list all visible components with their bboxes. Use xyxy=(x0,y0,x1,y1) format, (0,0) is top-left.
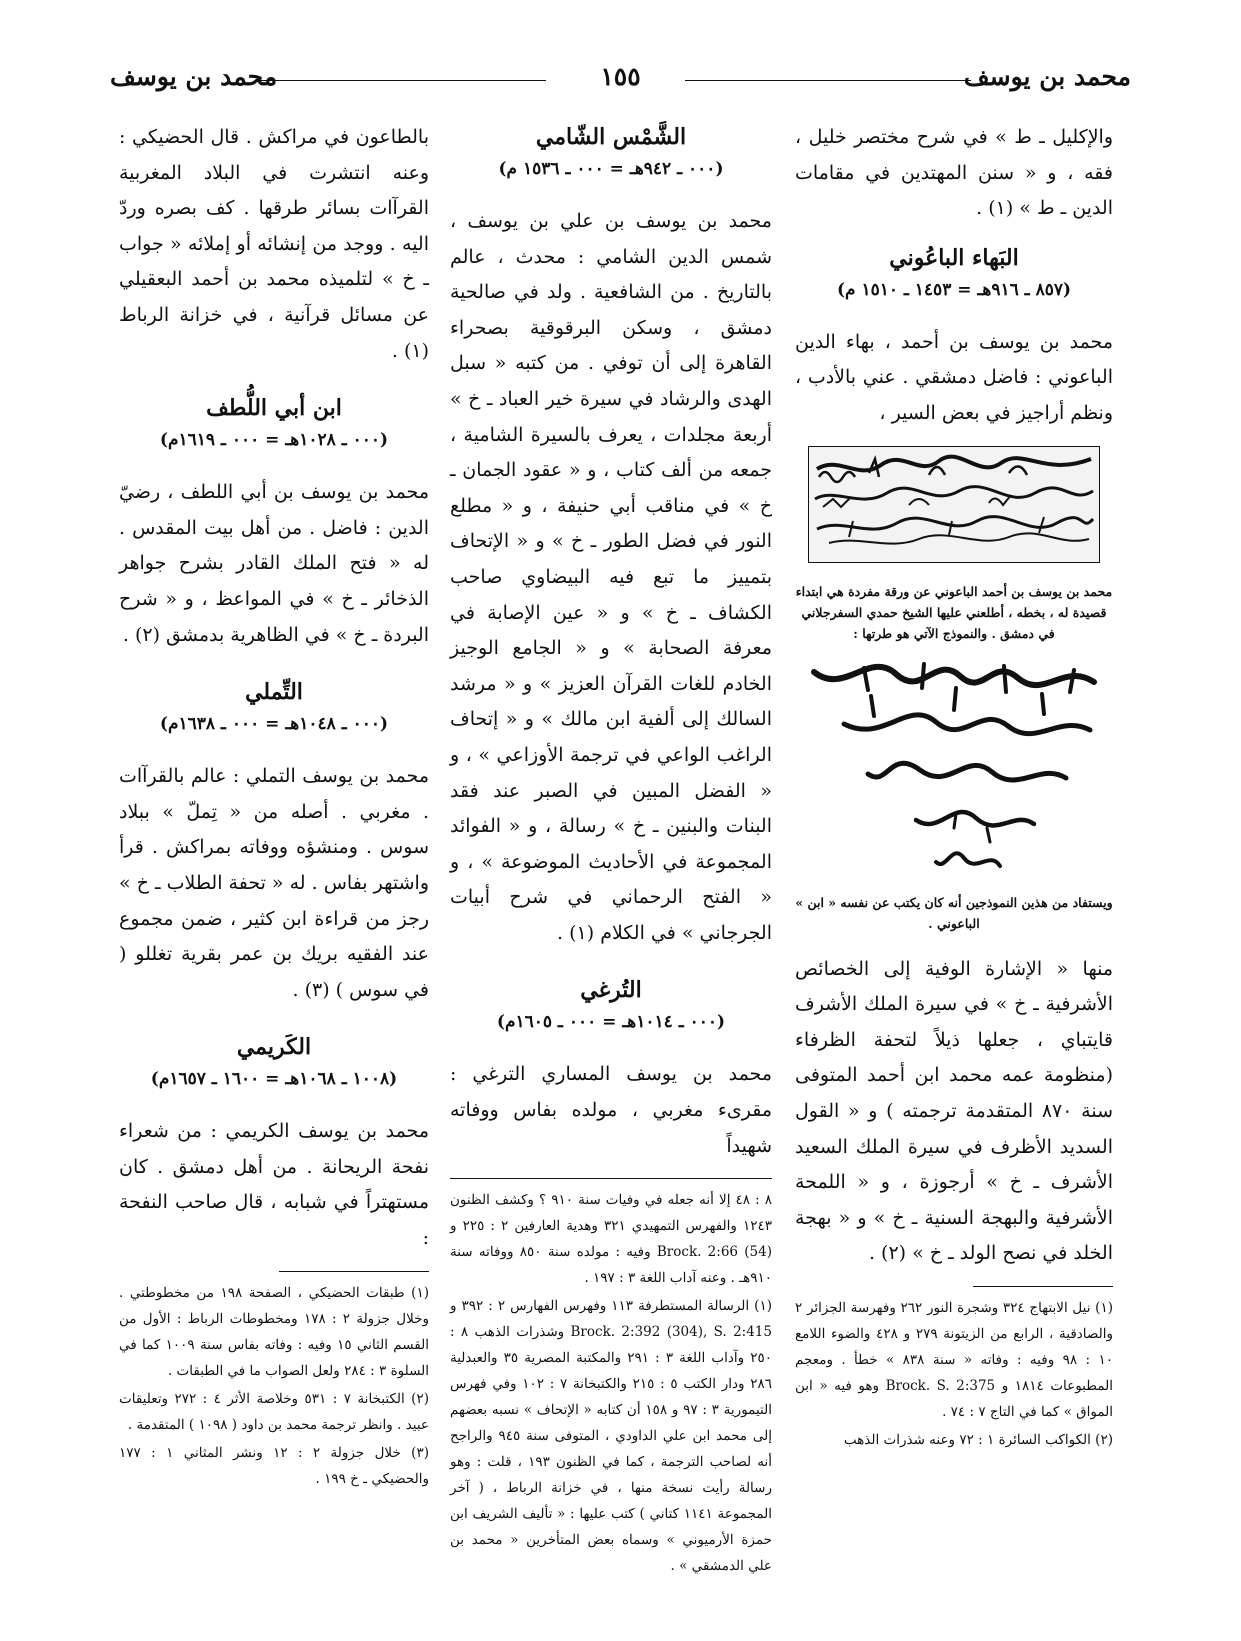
entry-name: التُرغي xyxy=(580,977,642,1004)
header-right-title: محمد بن يوسف xyxy=(963,62,1131,91)
continuation-paragraph: بالطاعون في مراكش . قال الحضيكي : وعنه انتشرت في البلاد المغربية القرآات بسائر طرقها . كف بصره وردّ اليه . ووجد من إنشائه أو إملائه « جواب ـ خ » لتلميذه محمد بن أحمد البعقيلي عن مسائل قرآنية ، في خزانة الرباط (١) . xyxy=(119,126,429,362)
header-left-title: محمد بن يوسف xyxy=(110,62,278,91)
entry-header-timli xyxy=(119,675,429,739)
entry-header-shams-shami xyxy=(450,120,772,184)
footnote: (٢) الكتبخانة ٧ : ٥٣١ وخلاصة الأثر ٤ : ٢٧٢ وتعليقات عبيد . وانظر ترجمة محمد بن داود ( ١٠٩٨ ) المتقدمة . xyxy=(119,1390,429,1433)
manuscript-caption: محمد بن يوسف بن أحمد الباعوني عن ورقة مفردة هي ابتداء قصيدة له ، بخطه ، أطلعني عليها الشيخ حمدي السفرجلاني في دمشق . والنموذج الآتي هو طرتها : xyxy=(795,583,1113,641)
entry-dates: (٠٠٠ ـ ١٠٢٨هـ = ٠٠٠ ـ ١٦١٩م) xyxy=(159,430,389,451)
entry-dates: (٨٥٧ ـ ٩١٦هـ = ١٤٥٣ ـ ١٥١٠ م) xyxy=(836,279,1072,300)
entry-name: الشَّمْس الشّامي xyxy=(535,124,687,150)
entry-name: البَهاء الباعُوني xyxy=(889,244,1019,271)
entry-dates: (٠٠٠ ـ ٩٤٢هـ = ٠٠٠ ـ ١٥٣٦ م) xyxy=(498,159,724,179)
column-right xyxy=(795,120,1113,1455)
footnote: (١) نيل الابتهاج ٣٢٤ وشجرة النور ٢٦٢ وفهرسة الجزائر ٢ والصادقية ، الرابع من الزيتونة ٢٧٩ و ٤٢٨ والضوء اللامع ١٠ : ٩٨ وفيه : وفاته « سنة ٨٣٨ » خطأ . ومعجم المطبوعات ١٨١٤ و Brock. S. 2:375 وهو فيه « ابن المواق » كما في التاج ٧ : ٧٤ . xyxy=(795,1299,1114,1420)
footnote-rule xyxy=(450,1178,772,1179)
handwriting-image xyxy=(804,652,1104,882)
entry-dates: (٠٠٠ ـ ١٠١٤هـ = ٠٠٠ ـ ١٦٠٥م) xyxy=(496,1012,726,1033)
entry-dates: (٠٠٠ ـ ١٠٤٨هـ = ٠٠٠ ـ ١٦٣٨م) xyxy=(159,714,389,735)
entry-body: محمد بن يوسف بن أحمد ، بهاء الدين الباعوني : فاضل دمشقي . عني بالأدب ، ونظم أراجيز في بعض السير ، xyxy=(795,330,1113,424)
entry-dates: (١٠٠٨ ـ ١٠٦٨هـ = ١٦٠٠ ـ ١٦٥٧م) xyxy=(150,1069,398,1090)
entry-body: محمد بن يوسف المساري الترغي : مقرىء مغربي ، مولده بفاس ووفاته شهيداً xyxy=(450,1063,772,1157)
entry-header-karimi xyxy=(119,1030,429,1094)
footnote-rule xyxy=(973,1286,1113,1287)
footnote: (٢) الكواكب السائرة ١ : ٧٢ وعنه شذرات الذهب xyxy=(843,1431,1113,1448)
header-rule-left xyxy=(260,80,546,81)
manuscript-image xyxy=(808,446,1100,563)
manuscript-scribble xyxy=(809,447,1099,562)
column-middle xyxy=(450,120,772,1581)
footnote: (١) الرسالة المستطرفة ١١٣ وفهرس الفهارس ٢ : ٣٩٢ و Brock. 2:392 (304), S. 2:415 وشذرات الذهب ٨ : ٢٥٠ وآداب اللغة ٣ : ٢٩١ والمكتبة المصرية ٣٥ والعبدلية ٢٨٦ ودار الكتب ٥ : ٢١٥ والكتبخانة ٧ : ١٠٢ وفي فهرس التيمورية ٣ : ٩٧ و ١٥٨ أن كتابه « الإتحاف » نسبه بعضهم إلى محمد ابن علي الداودي ، المتوفى سنة ٩٤٥ والراجح أنه لصاحب الترجمة ، كما في الظنون ١٩٣ ، قلت : وهو رسالة رأيت نسخة منها ، في خزانة الرباط ، ( آخر المجموعة ١١٤١ كتاني ) كتب عليها : « تأليف الشريف ابن حمزة الأرميوني » وسماه بعض المتأخرين « محمد بن علي الدمشقي » . xyxy=(450,1298,773,1575)
entry-body: محمد بن يوسف بن علي بن يوسف ، شمس الدين الشامي : محدث ، عالم بالتاريخ . من الشافعية . ولد في صالحية دمشق ، وسكن البرقوقية بصحراء القاهرة إلى أن توفي . من كتبه « سبل الهدى والرشاد في سيرة خير العباد ـ خ » أربعة مجلدات ، يعرف بالسيرة الشامية ، جمعه من ألف كتاب ، و « عقود الجمان ـ خ » في مناقب أبي حنيفة ، و « مطلع النور في فضل الطور ـ خ » و « الإتحاف بتمييز ما تبع فيه البيضاوي صاحب الكشاف ـ خ » و « عين الإصابة في معرفة الصحابة » و « الجامع الوجيز الخادم للغات القرآن العزيز » و « مرشد السالك إلى ألفية ابن مالك » و « إتحاف الراغب الواعي في ترجمة الأوزاعي » ، و « الفضل المبين في الصبر عند فقد البنات والبنين ـ خ » رسالة ، و « الفوائد المجموعة في الأحاديث الموضوعة » ، و « الفتح الرحماني في شرح أبيات الجرجاني » في الكلام (١) . xyxy=(450,210,772,944)
handwriting-scribble xyxy=(804,652,1104,882)
entry-body: محمد بن يوسف الكريمي : من شعراء نفحة الريحانة . من أهل دمشق . كان مستهتراً في شبابه ، قال صاحب النفحة : xyxy=(119,1120,429,1250)
entry-name: التِّملي xyxy=(245,679,303,706)
entry-header-bahaa-baouni xyxy=(795,241,1113,305)
entry-header-turghi xyxy=(450,973,772,1037)
footnote: ٨ : ٤٨ إلا أنه جعله في وفيات سنة ٩١٠ ؟ وكشف الظنون ١٢٤٣ والفهرس التمهيدي ٣٢١ وهدية العارفين ٢ : ٢٢٥ و Brock. 2:66 (54) وفيه : مولده سنة ٨٥٠ ووفاته سنة ٩١٠هـ . وعنه آداب اللغة ٣ : ١٩٧ . xyxy=(450,1192,772,1287)
footnote: (٣) خلال جزولة ٢ : ١٢ ونشر المثاني ١ : ١٧٧ والحضيكي ـ خ ١٩٩ . xyxy=(119,1444,429,1487)
entry-body: محمد بن يوسف التملي : عالم بالقرآات . مغربي . أصله من « تِملّ » ببلاد سوس . ومنشؤه ووفاته بمراكش . قرأ واشتهر بفاس . له « تحفة الطلاب ـ خ » رجز من قراءة ابن كثير ، ضمن مجموع عند الفقيه بريك بن عمر بقرية تغللو ( في سوس ) (٣) . xyxy=(119,765,429,1001)
page-number: ١٥٥ xyxy=(590,62,650,91)
column-left xyxy=(119,120,429,1494)
entry-body-continued: منها « الإشارة الوفية إلى الخصائص الأشرفية ـ خ » في سيرة الملك الأشرف قايتباي ، جعلها ذيلاً لتحفة الظرفاء (منظومة عمه محمد ابن أحمد المتوفى سنة ٨٧٠ المتقدمة ترجمته ) و « القول السديد الأظرف في سيرة الملك السعيد الأشرف ـ خ » أرجوزة ، و « اللمحة الأشرفية والبهجة السنية ـ خ » و « بهجة الخلد في نصح الولد ـ خ » (٢) . xyxy=(795,957,1113,1265)
entry-header-ibn-abi-lutf xyxy=(119,391,429,455)
header-rule-right xyxy=(685,80,971,81)
entry-name: ابن أبي اللُّطف xyxy=(206,395,342,422)
footnote: (١) طبقات الحضيكي ، الصفحة ١٩٨ من مخطوطتي . وخلال جزولة ٢ : ١٧٨ ومخطوطات الرباط : الأول من القسم الثاني ١٥ وفيه : وفاته بفاس سنة ١٠٠٩ كما في السلوة ٣ : ٢٨٤ ولعل الصواب ما في الطبقات . xyxy=(119,1284,430,1379)
entry-body: محمد بن يوسف بن أبي اللطف ، رضيّ الدين : فاضل . من أهل بيت المقدس . له « فتح الملك القادر بشرح جواهر الذخائر ـ خ » في المواعظ ، و « شرح البردة ـ خ » في الظاهرية بدمشق (٢) . xyxy=(119,481,429,646)
entry-name: الكَريمي xyxy=(236,1034,312,1061)
manuscript-note: ويستفاد من هذين النموذجين أنه كان يكتب عن نفسه « ابن » الباعوني . xyxy=(795,894,1113,931)
running-header xyxy=(110,62,1131,102)
continuation-paragraph: والإكليل ـ ط » في شرح مختصر خليل ، فقه ، و « سنن المهتدين في مقامات الدين ـ ط » (١) . xyxy=(795,126,1113,220)
footnote-rule xyxy=(279,1271,429,1272)
